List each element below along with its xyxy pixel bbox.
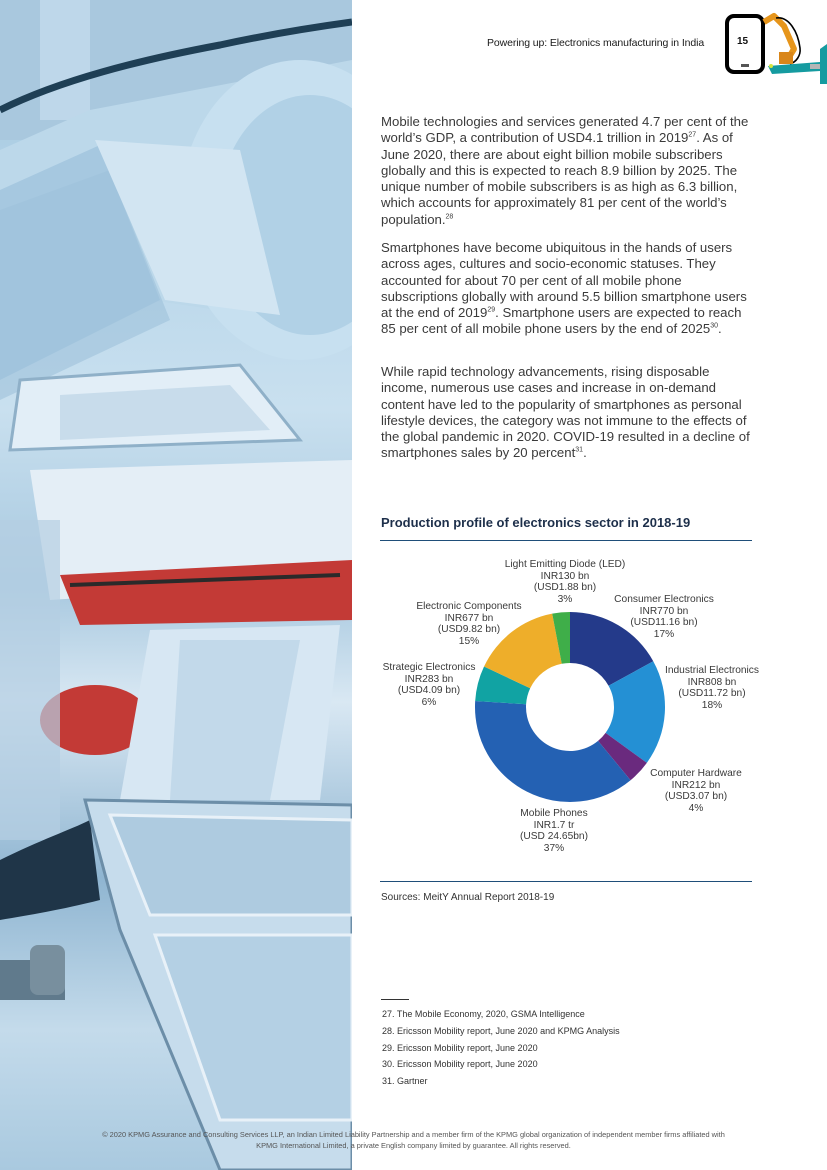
footnote-27: 27. The Mobile Economy, 2020, GSMA Intelligence — [382, 1009, 585, 1019]
label-industrial-electronics: Industrial Electronics INR808 bn (USD11.72 bn) 18% — [665, 665, 759, 711]
chart-source: Sources: MeitY Annual Report 2018-19 — [381, 892, 555, 903]
label-strategic-electronics: Strategic Electronics INR283 bn (USD4.09 bn) 6% — [382, 662, 476, 708]
label-consumer-electronics: Consumer Electronics INR770 bn (USD11.16 bn) 17% — [614, 594, 714, 640]
body-paragraph-1: Mobile technologies and services generated 4.7 per cent of the world’s GDP, a contribution of USD4.1 trillion in 2019$^{27}$. As of June 2020, there are about eight billion mobile subscribers globally and this is expected to reach 8.9 billion by 2025. The unique number of mobile subscribers is as high as 6.3 billion, which accounts for approximately 81 per cent of the world’s population.$^{28}$ — [381, 114, 749, 227]
footnote-ref: 28 — [445, 213, 454, 221]
copyright-line-1: © 2020 KPMG Assurance and Consulting Services LLP, an Indian Limited Liability Partnership and a member firm of the KPMG global organization of independent member firms affiliated with — [102, 1130, 725, 1139]
label-electronic-components: Electronic Components INR677 bn (USD9.82 bn) 15% — [416, 601, 522, 647]
footnote-31: 31. Gartner — [382, 1076, 428, 1087]
label-mobile-phones: Mobile Phones INR1.7 tr (USD 24.65bn) 37% — [520, 808, 588, 854]
footnote-30: 30. Ericsson Mobility report, June 2020 — [382, 1059, 538, 1070]
footnote-divider — [381, 999, 409, 1000]
footnotes — [382, 1009, 620, 1093]
running-header-title: Powering up: Electronics manufacturing in India — [487, 37, 705, 49]
footnote-ref: 29 — [487, 306, 496, 314]
footnote-28: 28. Ericsson Mobility report, June 2020 and KPMG Analysis — [382, 1025, 620, 1036]
page-number: 15 — [737, 36, 749, 47]
chart-bottom-rule — [380, 881, 752, 882]
footnote-ref: 30 — [710, 323, 718, 331]
label-computer-hardware: Computer Hardware INR212 bn (USD3.07 bn) 4% — [650, 768, 742, 814]
footnote-29: 29. Ericsson Mobility report, June 2020 — [382, 1042, 538, 1053]
footnote-ref: 31 — [575, 447, 584, 455]
footnote-ref: 27 — [688, 131, 697, 139]
factory-robot-photo — [0, 0, 352, 1170]
label-led: Light Emitting Diode (LED) INR130 bn (USD1.88 bn) 3% — [504, 559, 626, 605]
copyright-line-2: KPMG International Limited, a private English company limited by guarantee. All rights reserved. — [256, 1140, 571, 1150]
copyright-notice — [0, 1130, 827, 1151]
body-paragraph-2: Smartphones have become ubiquitous in the hands of users across ages, cultures and socio-economic statuses. They accounted for about 70 per cent of all mobile phone subscriptions globally with around 5.5 billion smartphone users at the end of 2019$^{29}$. Smartphone users are expected to reach 85 per cent of all mobile phone users by the end of 2025$^{30}$. — [381, 240, 747, 337]
robot-arm-illustration — [0, 0, 352, 1170]
chart-top-rule — [380, 540, 752, 541]
body-paragraph-3: While rapid technology advancements, rising disposable income, numerous use cases and increase in on-demand content have led to the popularity of smartphones as personal lifestyle devices, the category was not immune to the effects of the global pandemic in 2020. COVID-19 resulted in a decline of smartphones sales by 20 percent$^{31}$. — [381, 364, 750, 461]
chart-title: Production profile of electronics sector in 2018-19 — [381, 515, 691, 530]
